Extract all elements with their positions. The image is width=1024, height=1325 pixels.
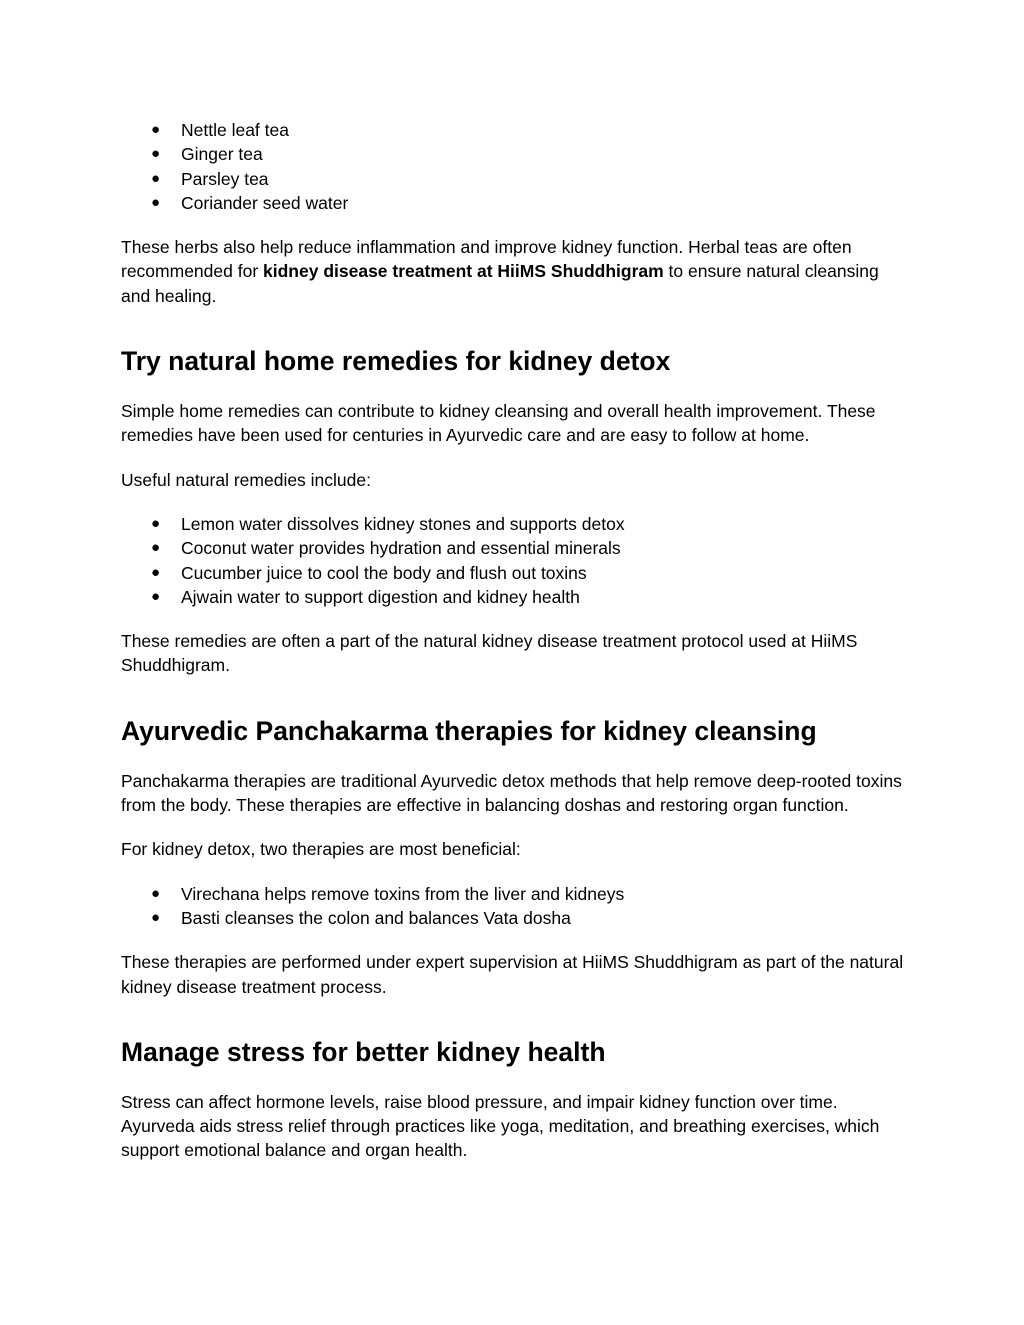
- heading-panchakarma: Ayurvedic Panchakarma therapies for kidney cleansing: [121, 715, 817, 746]
- list-item: ● Coconut water provides hydration and essential minerals: [121, 536, 911, 560]
- herbs-text-bold: kidney disease treatment at HiiMS Shuddhigram: [263, 261, 664, 282]
- list-item: ● Parsley tea: [121, 167, 911, 191]
- herbs-paragraph: [121, 235, 911, 308]
- remedies-list: [121, 512, 911, 609]
- herbal-tea-list: [121, 118, 911, 215]
- list-item: ● Coriander seed water: [121, 191, 911, 215]
- heading-home-remedies: Try natural home remedies for kidney detox: [121, 346, 671, 377]
- remedies-outro: These remedies are often a part of the natural kidney disease treatment protocol used at HiiMS Shuddhigram.: [121, 631, 858, 676]
- list-item: ● Ginger tea: [121, 142, 911, 166]
- list-item: ● Ajwain water to support digestion and kidney health: [121, 585, 911, 609]
- list-item: ● Basti cleanses the colon and balances Vata dosha: [121, 906, 911, 930]
- herbs-text-post: to ensure natural cleansing and healing.: [121, 261, 879, 306]
- panchakarma-outro: These therapies are performed under expert supervision at HiiMS Shuddhigram as part of the natural kidney disease treatment process.: [121, 952, 904, 997]
- remedies-lead: Useful natural remedies include:: [121, 469, 371, 490]
- heading-manage-stress: Manage stress for better kidney health: [121, 1036, 606, 1067]
- list-item: ● Cucumber juice to cool the body and flush out toxins: [121, 561, 911, 585]
- panchakarma-intro: Panchakarma therapies are traditional Ayurvedic detox methods that help remove deep-rooted toxins from the body. These therapies are effective in balancing doshas and restoring organ function.: [121, 770, 902, 816]
- panchakarma-list: [121, 882, 911, 931]
- list-item: ● Virechana helps remove toxins from the liver and kidneys: [121, 882, 911, 906]
- stress-intro: Stress can affect hormone levels, raise blood pressure, and impair kidney function over time. Ayurveda aids stress relief through practices like yoga, meditation, and breathing exercises, which support emotional balance and organ health.: [121, 1091, 880, 1161]
- list-item: ● Nettle leaf tea: [121, 118, 911, 142]
- herbs-text-pre: These herbs also help reduce inflammation and improve kidney function. Herbal teas are often recommended for: [121, 237, 852, 282]
- list-item: ● Lemon water dissolves kidney stones and supports detox: [121, 512, 911, 536]
- panchakarma-lead: For kidney detox, two therapies are most beneficial:: [121, 839, 521, 860]
- remedies-intro: Simple home remedies can contribute to kidney cleansing and overall health improvement. These remedies have been used for centuries in Ayurvedic care and are easy to follow at home.: [121, 401, 876, 446]
- document-page: [121, 118, 911, 1163]
